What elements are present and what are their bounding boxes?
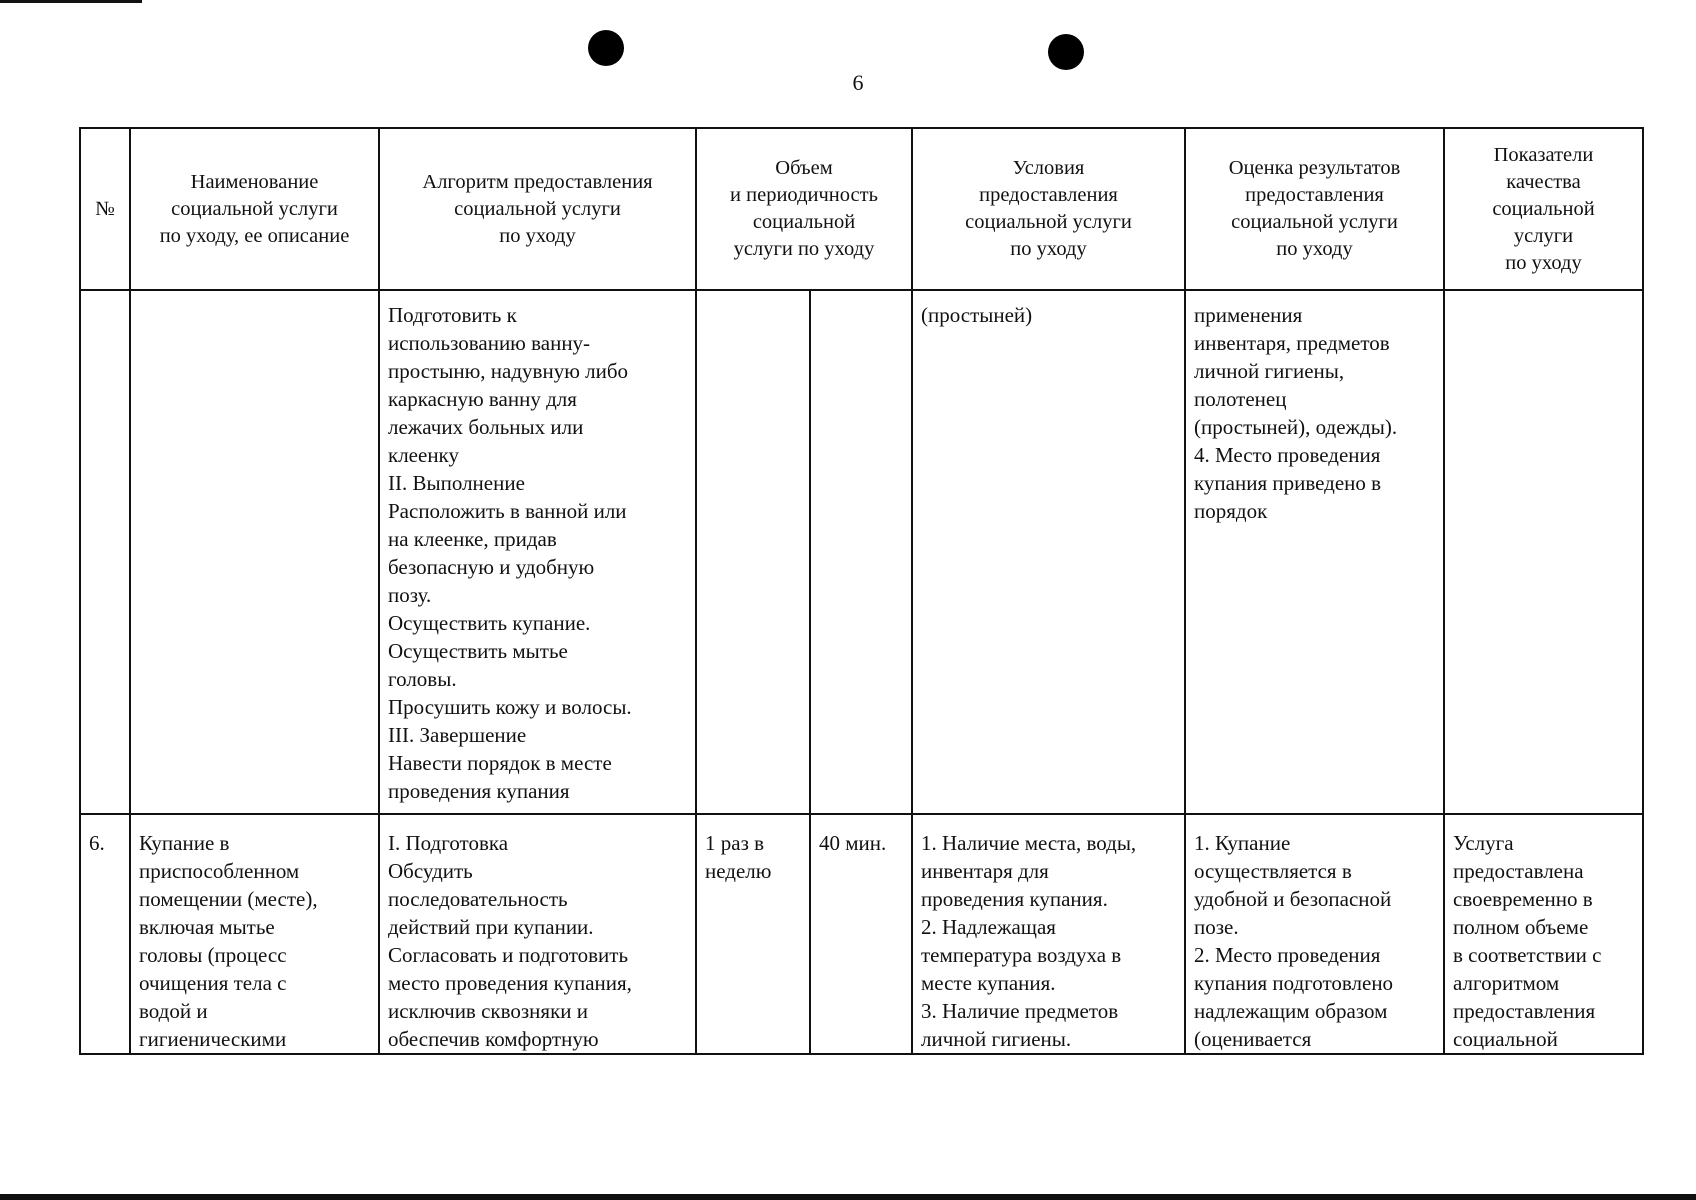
header-algorithm: Алгоритм предоставления социальной услуги по уходу bbox=[379, 128, 696, 290]
table-header-row bbox=[80, 128, 1643, 290]
header-volume-frequency: Объем и периодичность социальной услуги по уходу bbox=[696, 128, 912, 290]
cell-conditions: (простыней) bbox=[912, 290, 1185, 814]
table-row bbox=[80, 814, 1643, 1054]
cell-number bbox=[80, 290, 130, 814]
cell-service-name: Купание в приспособленном помещении (месте), включая мытье головы (процесс очищения тела с водой и гигиеническими bbox=[130, 814, 379, 1054]
header-service-name: Наименование социальной услуги по уходу, ее описание bbox=[130, 128, 379, 290]
cell-frequency: 1 раз в неделю bbox=[696, 814, 810, 1054]
cell-evaluation: применения инвентаря, предметов личной гигиены, полотенец (простыней), одежды). 4. Место проведения купания приведено в порядок bbox=[1185, 290, 1444, 814]
scan-edge-line bbox=[0, 0, 142, 3]
scan-edge-bar bbox=[0, 1194, 1696, 1200]
page-number: 6 bbox=[852, 70, 864, 95]
cell-duration bbox=[810, 290, 912, 814]
table-row bbox=[80, 290, 1643, 814]
header-evaluation: Оценка результатов предоставления социальной услуги по уходу bbox=[1185, 128, 1444, 290]
punch-hole-left bbox=[588, 30, 624, 66]
cell-algorithm: Подготовить к использованию ванну- простыню, надувную либо каркасную ванну для лежачих больных или клеенку II. Выполнение Расположить в ванной или на клеенке, придав безопасную и удобную позу. Осуществить купание. Осуществить мытье головы. Просушить кожу и волосы. III. Завершение Навести порядок в месте проведения купания bbox=[379, 290, 696, 814]
cell-duration: 40 мин. bbox=[810, 814, 912, 1054]
cell-number: 6. bbox=[80, 814, 130, 1054]
cell-quality bbox=[1444, 290, 1643, 814]
cell-evaluation: 1. Купание осуществляется в удобной и безопасной позе. 2. Место проведения купания подготовлено надлежащим образом (оценивается bbox=[1185, 814, 1444, 1054]
cell-quality: Услуга предоставлена своевременно в полном объеме в соответствии с алгоритмом предоставления социальной bbox=[1444, 814, 1643, 1054]
header-number: № bbox=[80, 128, 130, 290]
cell-algorithm: I. Подготовка Обсудить последовательность действий при купании. Согласовать и подготовить место проведения купания, исключив сквозняки и обеспечив комфортную bbox=[379, 814, 696, 1054]
cell-service-name bbox=[130, 290, 379, 814]
services-table bbox=[79, 127, 1644, 1055]
cell-frequency bbox=[696, 290, 810, 814]
header-conditions: Условия предоставления социальной услуги по уходу bbox=[912, 128, 1185, 290]
cell-conditions: 1. Наличие места, воды, инвентаря для проведения купания. 2. Надлежащая температура воздуха в месте купания. 3. Наличие предметов личной гигиены. bbox=[912, 814, 1185, 1054]
punch-hole-right bbox=[1048, 34, 1084, 70]
header-quality: Показатели качества социальной услуги по уходу bbox=[1444, 128, 1643, 290]
